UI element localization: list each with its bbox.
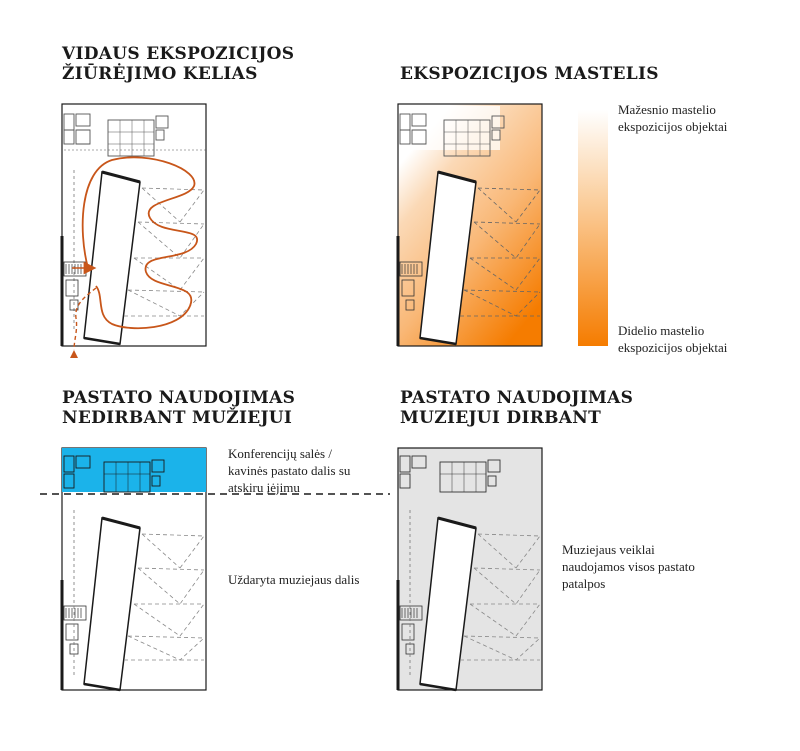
scale-gradient-bar: [578, 110, 608, 346]
note-line: naudojamos visos pastato: [562, 559, 695, 574]
path-plan: [62, 104, 206, 358]
note-line: Muziejaus veiklai: [562, 542, 655, 557]
note-line: Uždaryta muziejaus dalis: [228, 572, 360, 587]
entrance-arrow-icon: [70, 350, 78, 358]
title-line: VIDAUS EKSPOZICIJOS: [62, 44, 295, 64]
title-line: MUZIEJUI DIRBANT: [400, 408, 602, 428]
title-line: NEDIRBANT MUŽIEJUI: [62, 408, 293, 428]
title-line: ŽIŪRĖJIMO KELIAS: [62, 64, 258, 84]
title-line: PASTATO NAUDOJIMAS: [400, 388, 634, 408]
note-line: Mažesnio mastelio: [618, 102, 716, 117]
blue-zone: [62, 448, 206, 492]
closed-plan: [62, 448, 206, 690]
note-line: patalpos: [562, 576, 606, 591]
title-line: PASTATO NAUDOJIMAS: [62, 388, 296, 408]
note-line: kavinės pastato dalis su: [228, 463, 351, 478]
title-line: EKSPOZICIJOS MASTELIS: [400, 64, 659, 84]
scale-plan: [398, 104, 542, 346]
note-line: ekspozicijos objektai: [618, 119, 728, 134]
note-line: atskiru įėjimu: [228, 480, 300, 495]
open-plan: [398, 448, 542, 690]
note-line: Didelio mastelio: [618, 323, 705, 338]
note-line: ekspozicijos objektai: [618, 340, 728, 355]
note-line: Konferencijų salės /: [228, 446, 332, 461]
